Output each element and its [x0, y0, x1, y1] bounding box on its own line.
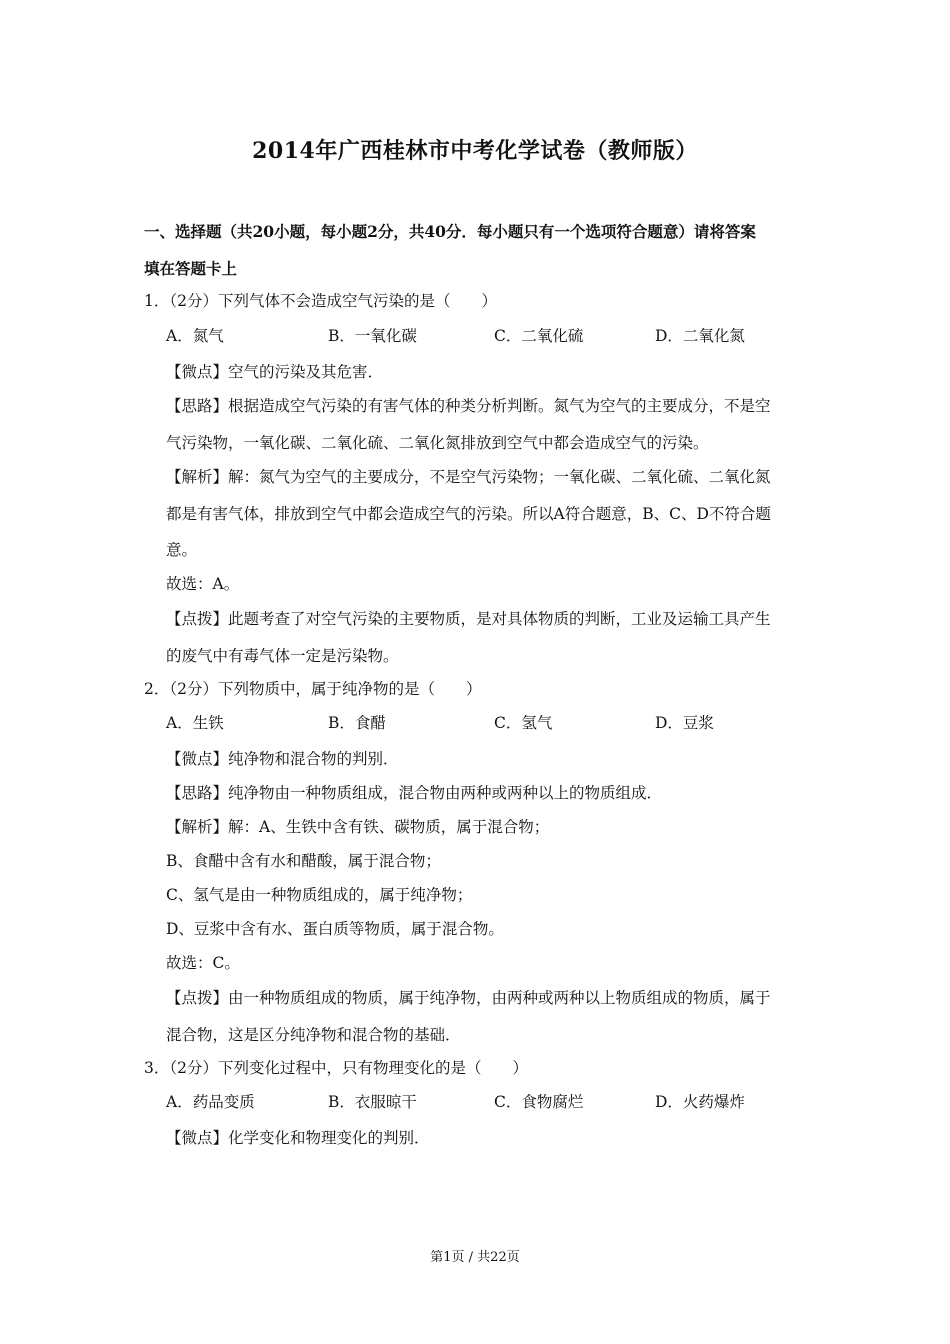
q2-option-c: C．氢气 — [494, 714, 553, 732]
q1-stem: 1．（2分）下列气体不会造成空气污染的是（ ） — [144, 292, 497, 310]
q1-option-a: A．氮气 — [166, 327, 224, 345]
q1-silu-line-2: 气污染物，一氧化碳、二氧化硫、二氧化氮排放到空气中都会造成空气的污染。 — [166, 434, 709, 452]
document-title: 2014年广西桂林市中考化学试卷（教师版） — [252, 138, 698, 164]
section-heading-line-2: 填在答题卡上 — [144, 259, 238, 278]
q1-option-d: D．二氧化氮 — [655, 327, 745, 345]
q1-answer: 故选：A。 — [166, 575, 240, 593]
q3-weidian: 【微点】化学变化和物理变化的判别． — [166, 1129, 430, 1147]
q1-jiexi-line-1: 【解析】解：氮气为空气的主要成分，不是空气污染物；一氧化碳、二氧化硫、二氧化氮 — [166, 468, 771, 486]
q1-option-b: B．一氧化碳 — [328, 327, 417, 345]
q1-jiexi-line-3: 意。 — [166, 541, 198, 559]
q2-jiexi-line-4: D、豆浆中含有水、蛋白质等物质，属于混合物。 — [166, 920, 504, 938]
q2-jiexi-line-1: 【解析】解：A、生铁中含有铁、碳物质，属于混合物； — [166, 818, 550, 836]
q2-silu: 【思路】纯净物由一种物质组成，混合物由两种或两种以上的物质组成． — [166, 784, 663, 802]
section-heading-line-1: 一、选择题（共20小题，每小题2分，共40分．每小题只有一个选项符合题意）请将答案 — [144, 222, 756, 241]
q2-stem: 2．（2分）下列物质中，属于纯净物的是（ ） — [144, 680, 482, 698]
q1-silu-line-1: 【思路】根据造成空气污染的有害气体的种类分析判断。氮气为空气的主要成分，不是空 — [166, 397, 771, 415]
q2-option-d: D．豆浆 — [655, 714, 714, 732]
q2-dianbo-line-1: 【点拨】由一种物质组成的物质，属于纯净物，由两种或两种以上物质组成的物质，属于 — [166, 989, 771, 1007]
q3-option-a: A．药品变质 — [166, 1093, 255, 1111]
q2-answer: 故选：C。 — [166, 954, 240, 972]
q1-option-c: C．二氧化硫 — [494, 327, 584, 345]
q3-option-c: C．食物腐烂 — [494, 1093, 584, 1111]
q2-option-b: B．食醋 — [328, 714, 386, 732]
q3-option-d: D．火药爆炸 — [655, 1093, 745, 1111]
q3-stem: 3．（2分）下列变化过程中，只有物理变化的是（ ） — [144, 1059, 528, 1077]
q2-jiexi-line-2: B、食醋中含有水和醋酸，属于混合物； — [166, 852, 441, 870]
q1-dianbo-line-1: 【点拨】此题考查了对空气污染的主要物质，是对具体物质的判断，工业及运输工具产生 — [166, 610, 771, 628]
q2-option-a: A．生铁 — [166, 714, 224, 732]
q1-jiexi-line-2: 都是有害气体，排放到空气中都会造成空气的污染。所以A符合题意，B、C、D不符合题 — [166, 505, 771, 523]
q1-weidian: 【微点】空气的污染及其危害． — [166, 363, 384, 381]
q1-dianbo-line-2: 的废气中有毒气体一定是污染物。 — [166, 647, 399, 665]
q2-weidian: 【微点】纯净物和混合物的判别． — [166, 750, 399, 768]
page-footer: 第1页 / 共22页 — [430, 1250, 520, 1265]
q2-jiexi-line-3: C、氢气是由一种物质组成的，属于纯净物； — [166, 886, 473, 904]
q2-dianbo-line-2: 混合物，这是区分纯净物和混合物的基础． — [166, 1026, 461, 1044]
q3-option-b: B．衣服晾干 — [328, 1093, 417, 1111]
